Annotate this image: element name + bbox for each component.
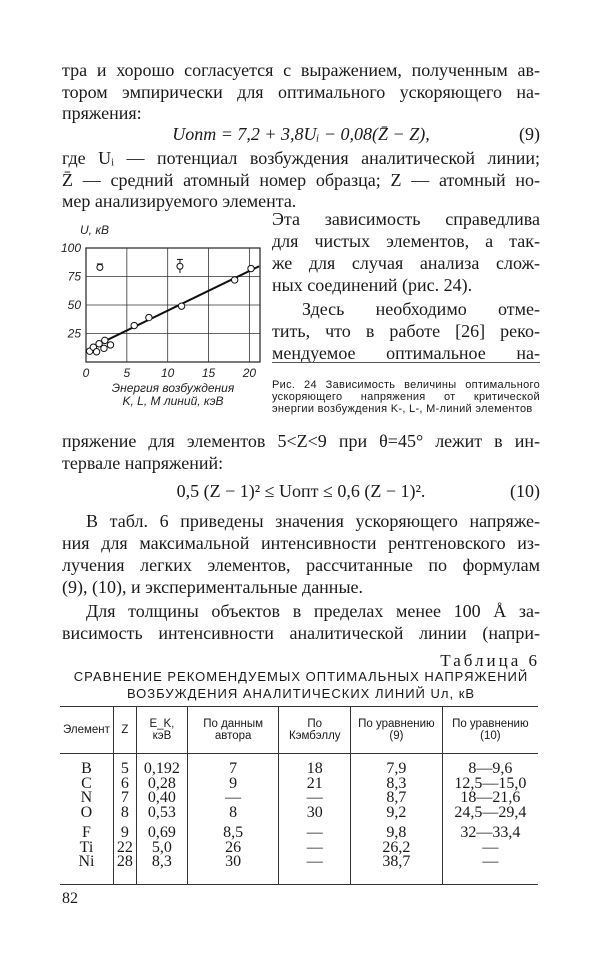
table-label: Таблица 6 — [440, 651, 540, 670]
table-cell: Ti — [79, 838, 94, 856]
table-cell: B — [81, 760, 92, 777]
table-cell: — — [279, 820, 351, 841]
table-cell: 8—9,6 — [442, 762, 538, 777]
table-cell: 0,69 — [136, 820, 187, 841]
x-tick-label: 0 — [82, 366, 90, 380]
table-header-cell: По уравнению (9) — [351, 707, 443, 754]
body-text-line: Z̄ — средний атомный номер образца; Z — атомный но- — [62, 170, 540, 190]
body-text-line: В табл. 6 приведены значения ускоряющего напряже- — [86, 511, 540, 531]
caption-divider — [272, 362, 540, 363]
table-cell: 6 — [113, 777, 136, 792]
table-cell: C — [81, 774, 92, 792]
table-row — [60, 806, 538, 821]
data-point-with-error — [97, 264, 103, 270]
y-tick-label: 50 — [67, 298, 81, 312]
table-cell: 5 — [113, 762, 136, 777]
y-tick-label: 75 — [67, 269, 81, 284]
body-text-line: тором эмпирически для оптимального ускоряющего на- — [62, 82, 540, 102]
body-text-line: (9), (10), и экспериментальные данные. — [62, 577, 364, 597]
table-cell: 18 — [279, 762, 351, 777]
x-axis-label: K, L, M линий, кэВ — [122, 394, 224, 408]
table-cell: — — [442, 841, 538, 856]
table-row — [60, 855, 538, 884]
table-cell: 8,3 — [136, 855, 187, 884]
table-cell: 26 — [187, 841, 278, 856]
table-header-cell: По уравнению (10) — [442, 707, 538, 754]
table-cell: 9,8 — [351, 820, 443, 841]
x-tick-label: 10 — [161, 366, 175, 380]
body-text-line: висимость интенсивности аналитической линии (напри- — [62, 623, 540, 643]
y-tick-label: 100 — [60, 241, 81, 255]
table-header-cell: E_K, кэВ — [136, 707, 187, 754]
table-cell: 30 — [279, 806, 351, 821]
body-text-line: где Uᵢ — потенциал возбуждения аналитической линии; — [62, 148, 540, 168]
data-point — [102, 337, 108, 343]
body-text-line: лучения легких элементов, рассчитанные по формулам — [62, 555, 540, 575]
table-cell: — — [279, 791, 351, 806]
data-point — [146, 314, 152, 320]
page-number: 82 — [62, 890, 78, 907]
body-text-line: пряжение для элементов 5<Z<9 при θ=45° лежит в ин- — [62, 431, 540, 451]
body-text-line: ных соединений (рис. 24). — [272, 275, 473, 295]
y-axis-label: U, кВ — [80, 223, 110, 237]
x-tick-label: 15 — [201, 366, 216, 380]
table-cell: — — [279, 841, 351, 856]
y-tick-label: 25 — [67, 326, 81, 341]
body-text-line: пряжения: — [62, 103, 142, 123]
table-header-cell: По данным автора — [187, 707, 278, 754]
data-point — [178, 303, 184, 309]
body-text-line: тить, что в работе [26] реко- — [272, 321, 540, 341]
table-title-line: СРАВНЕНИЕ РЕКОМЕНДУЕМЫХ ОПТИМАЛЬНЫХ НАПРЯЖЕНИЙ — [73, 669, 529, 684]
figure-24-chart — [50, 218, 270, 408]
table-cell: 8 — [113, 806, 136, 821]
table-header-cell: Элемент — [60, 707, 113, 754]
table-cell: — — [279, 855, 351, 884]
table-cell: 21 — [279, 777, 351, 792]
figure-caption: Рис. 24 Зависимость величины оптимального ускоряющего напряжения от критической энергии возбуждения K-, L-, M-линий элементов — [272, 379, 540, 415]
x-tick-label: 5 — [123, 366, 131, 380]
comparison-table — [60, 706, 538, 885]
body-text-line: Здесь необходимо отме- — [302, 299, 540, 319]
body-text-line: тра и хорошо согласуется с выражением, полученным ав- — [62, 60, 540, 80]
table-cell: 8,7 — [351, 791, 443, 806]
equation-number: (9) — [519, 124, 540, 144]
table-header-cell: По Кэмбэллу — [279, 707, 351, 754]
table-cell: — — [187, 791, 278, 806]
body-text-line: тервале напряжений: — [62, 453, 224, 473]
table-cell: 9 — [187, 777, 278, 792]
table-cell: 0,40 — [136, 791, 187, 806]
table-header-row — [60, 707, 538, 754]
table-cell: 22 — [113, 841, 136, 856]
x-axis-label: Энергия возбуждения — [111, 381, 235, 395]
table-cell: 7,9 — [351, 762, 443, 777]
body-text-line: ния для максимальной интенсивности рентгеновского из- — [62, 533, 540, 553]
table-row — [60, 820, 538, 841]
table-cell: 8,3 — [351, 777, 443, 792]
table-cell: 28 — [113, 855, 136, 884]
table-cell: 5,0 — [136, 841, 187, 856]
table-spacer — [60, 754, 538, 763]
table-cell: 0,53 — [136, 806, 187, 821]
body-text-line: для чистых элементов, а так- — [272, 231, 540, 251]
equation-9: Uопт = 7,2 + 3,8Uᵢ − 0,08(Z̄ − Z), — [172, 124, 430, 144]
table-cell: — — [442, 855, 538, 884]
body-text-line: Эта зависимость справедлива — [272, 209, 540, 229]
table-cell: 7 — [113, 791, 136, 806]
table-cell: 24,5—29,4 — [442, 806, 538, 821]
data-point — [231, 277, 237, 283]
table-cell: 0,192 — [136, 762, 187, 777]
equation-10: 0,5 (Z − 1)² ≤ Uопт ≤ 0,6 (Z − 1)². — [176, 481, 426, 501]
data-point — [248, 265, 254, 271]
body-text-line: же для случая анализа слож- — [272, 253, 540, 273]
data-point — [101, 345, 107, 351]
table-title-line: ВОЗБУЖДЕНИЯ АНАЛИТИЧЕСКИХ ЛИНИЙ Uл, кВ — [126, 686, 476, 701]
table-cell: 12,5—15,0 — [442, 777, 538, 792]
table-cell: 38,7 — [351, 855, 443, 884]
table-header-cell: Z — [113, 707, 136, 754]
table-cell: F — [82, 824, 91, 841]
table-cell: N — [80, 789, 93, 806]
table-cell: 32—33,4 — [442, 820, 538, 841]
body-text-line: мер анализируемого элемента. — [62, 191, 297, 211]
table-cell: Ni — [60, 855, 113, 884]
table-cell: 7 — [187, 762, 278, 777]
table-cell: 0,28 — [136, 777, 187, 792]
equation-number: (10) — [510, 481, 540, 501]
table-cell: 9,2 — [351, 806, 443, 821]
table-cell: 9 — [113, 820, 136, 841]
table-cell: 18—21,6 — [442, 791, 538, 806]
table-cell: O — [80, 803, 93, 821]
table-cell: 8,5 — [187, 820, 278, 841]
body-text-line: мендуемое оптимальное на- — [272, 343, 540, 363]
data-point-with-error — [177, 263, 183, 269]
data-point — [107, 342, 113, 348]
table-cell: 26,2 — [351, 841, 443, 856]
data-point — [131, 322, 137, 328]
x-tick-label: 20 — [242, 366, 257, 380]
table-cell: 30 — [187, 855, 278, 884]
table-cell: 8 — [187, 806, 278, 821]
body-text-line: Для толщины объектов в пределах менее 100 Å за- — [86, 601, 540, 621]
data-point — [93, 349, 99, 355]
